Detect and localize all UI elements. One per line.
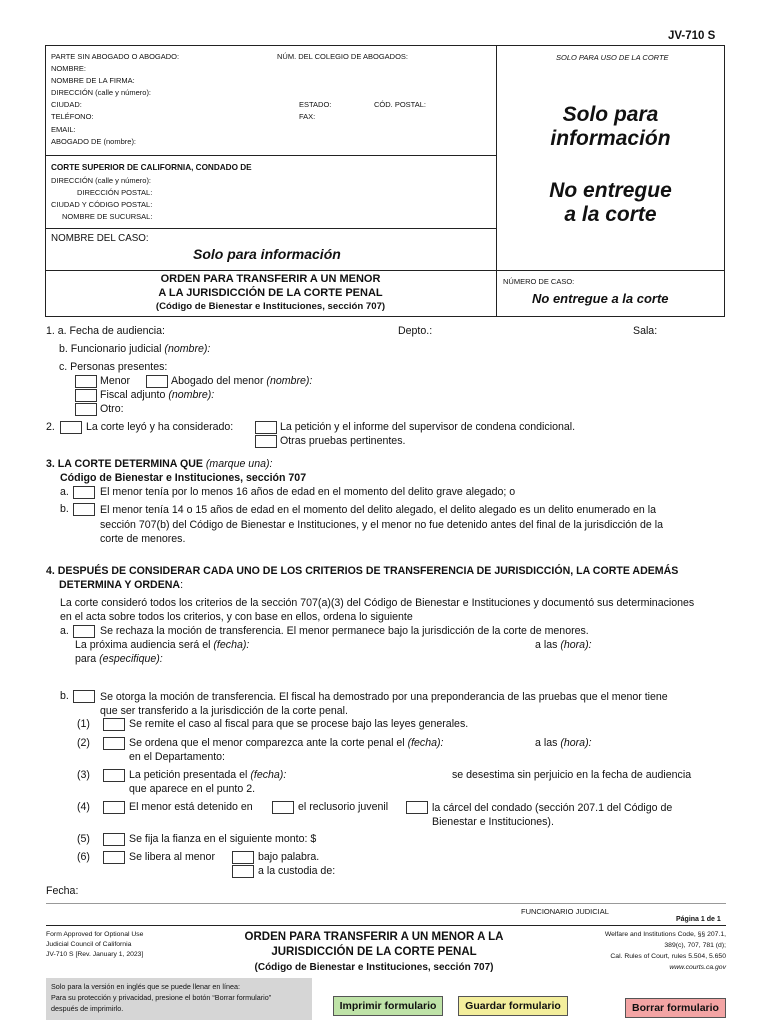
petition-report-label: La petición y el informe del supervisor de condena condicional. <box>280 421 576 433</box>
item-3b-checkbox[interactable] <box>73 503 95 516</box>
form-title: ORDEN PARA TRANSFERIR A UN MENOR A LA JURISDICCIÓN DE LA CORTE PENAL (Código de Bienestar e Instituciones, sección 707) <box>155 273 386 312</box>
next-hearing-purpose-label: para (especifique): <box>75 653 163 665</box>
item-4b4-number: (4) <box>77 801 90 813</box>
address-field[interactable]: DIRECCIÓN (calle y número): <box>51 88 152 97</box>
da-checkbox[interactable] <box>75 389 97 402</box>
item-4b2-checkbox[interactable] <box>103 737 125 750</box>
court-title: CORTE SUPERIOR DE CALIFORNIA, CONDADO DE <box>51 163 252 172</box>
juvenile-hall-label: el reclusorio juvenil <box>298 801 389 813</box>
item-3a-letter: a. <box>60 486 69 498</box>
minor-checkbox[interactable] <box>75 375 97 388</box>
item-3b-text: El menor tenía 14 o 15 años de edad en el momento del delito alegado, el delito alegado es un delito enumerado en la sección 707(b) del Código de Bienestar e Instituciones, y el menor no fue detenido antes del final de la jurisdicción de la corte de menores. <box>100 504 663 545</box>
item-4b3-dismissed: se desestima sin perjuicio en la fecha de audiencia <box>452 769 692 781</box>
other-label: Otro: <box>100 403 124 415</box>
fax-field[interactable]: FAX: <box>299 112 316 121</box>
judicial-officer-label: b. Funcionario judicial (nombre): <box>59 343 211 355</box>
city-field[interactable]: CIUDAD: <box>51 100 82 109</box>
item-3a-checkbox[interactable] <box>73 486 95 499</box>
court-address-field[interactable]: DIRECCIÓN (calle y número): <box>51 176 152 185</box>
dept-label: Depto.: <box>398 325 433 337</box>
phone-field[interactable]: TELÉFONO: <box>51 112 94 121</box>
item-4b4-checkbox[interactable] <box>103 801 125 814</box>
watermark-info: Solo para información <box>550 103 671 150</box>
case-name-value[interactable]: Solo para información <box>193 246 341 262</box>
clear-button[interactable]: Borrar formulario <box>625 998 726 1018</box>
own-recognizance-label: bajo palabra. <box>258 851 320 863</box>
email-field[interactable]: EMAIL: <box>51 125 76 134</box>
item-4a-checkbox[interactable] <box>73 625 95 638</box>
court-use-label: SOLO PARA USO DE LA CORTE <box>556 53 669 62</box>
item-4b1-checkbox[interactable] <box>103 718 125 731</box>
item-4b5-checkbox[interactable] <box>103 833 125 846</box>
hearing-date-label: 1. a. Fecha de audiencia: <box>46 325 165 337</box>
item-3a-text: El menor tenía por lo menos 16 años de edad en el momento del delito grave alegado; o <box>100 486 516 498</box>
item-4b-checkbox[interactable] <box>73 690 95 703</box>
next-hearing-time-label: a las (hora): <box>535 639 592 651</box>
other-evidence-label: Otras pruebas pertinentes. <box>280 435 406 447</box>
own-recognizance-checkbox[interactable] <box>232 851 254 864</box>
print-button[interactable]: Imprimir formulario <box>333 996 443 1016</box>
court-city-field[interactable]: CIUDAD Y CÓDIGO POSTAL: <box>51 200 153 209</box>
minor-label: Menor <box>100 375 131 387</box>
item-4b-text: Se otorga la moción de transferencia. El fiscal ha demostrado por una preponderancia de las pruebas que el menor tiene que ser transferido a la jurisdicción de la corte penal. <box>100 691 668 717</box>
item-4b4-text: El menor está detenido en <box>129 801 253 813</box>
da-label: Fiscal adjunto (nombre): <box>100 389 215 401</box>
firm-name-field[interactable]: NOMBRE DE LA FIRMA: <box>51 76 135 85</box>
form-id: JV-710 S <box>668 30 716 42</box>
item-3-title: 3. LA CORTE DETERMINA QUE (marque una): <box>46 458 273 470</box>
custody-of-label: a la custodia de: <box>258 865 336 877</box>
juvenile-hall-checkbox[interactable] <box>272 801 294 814</box>
item-4-intro: La corte consideró todos los criterios de la sección 707(a)(3) del Código de Bienestar e Instituciones y documentó sus determinaciones en el acta sobre todos los criterios, y con base en ellos, ordena lo siguiente <box>60 597 695 623</box>
online-notice: Solo para la versión en inglés que se puede llenar en línea: Para su protección y privacidad, presione el botón “Borrar formulario” después de imprimirlo. <box>46 978 312 1020</box>
judicial-officer-signature-label: FUNCIONARIO JUDICIAL <box>521 907 609 916</box>
item-4b-letter: b. <box>60 690 69 702</box>
persons-present-label: c. Personas presentes: <box>59 361 168 373</box>
item-4b6-text: Se libera al menor <box>129 851 215 863</box>
item-4b6-checkbox[interactable] <box>103 851 125 864</box>
footer-right: Welfare and Institutions Code, §§ 207.1, 389(c), 707, 781 (d); Cal. Rules of Court, rules 5.504, 5.650 www.courts.ca.gov <box>604 931 726 971</box>
item-4b3-number: (3) <box>77 769 90 781</box>
item-4b2-text: Se ordena que el menor comparezca ante la corte penal el (fecha): <box>129 737 444 749</box>
county-jail-checkbox[interactable] <box>406 801 428 814</box>
item-4b5-text: Se fija la fianza en el siguiente monto: $ <box>129 833 317 845</box>
item-4b3-text: La petición presentada el (fecha): <box>129 769 287 781</box>
state-field[interactable]: ESTADO: <box>299 100 332 109</box>
item-4b6-number: (6) <box>77 851 90 863</box>
date-label: Fecha: <box>46 885 79 897</box>
item-4b3-checkbox[interactable] <box>103 769 125 782</box>
save-button[interactable]: Guardar formulario <box>458 996 568 1016</box>
bar-number-label: NÚM. DEL COLEGIO DE ABOGADOS: <box>277 52 409 61</box>
room-label: Sala: <box>633 325 658 337</box>
custody-of-checkbox[interactable] <box>232 865 254 878</box>
court-mailing-field[interactable]: DIRECCIÓN POSTAL: <box>77 188 153 197</box>
item-4b2-time: a las (hora): <box>535 737 592 749</box>
read-considered-checkbox[interactable] <box>60 421 82 434</box>
item-4a-text: Se rechaza la moción de transferencia. El menor permanece bajo la jurisdicción de la corte de menores. <box>100 625 589 637</box>
item-4b1-text: Se remite el caso al fiscal para que se procese bajo las leyes generales. <box>129 718 469 730</box>
page-number: Página 1 de 1 <box>676 916 721 923</box>
item-3-subtitle: Código de Bienestar e Instituciones, sección 707 <box>60 472 307 484</box>
case-number-value[interactable]: No entregue a la corte <box>532 291 669 306</box>
other-checkbox[interactable] <box>75 403 97 416</box>
footer-title: ORDEN PARA TRANSFERIR A UN MENOR A LA JURISDICCIÓN DE LA CORTE PENAL (Código de Bienestar e Instituciones, sección 707) <box>244 931 504 973</box>
minor-attorney-label: Abogado del menor (nombre): <box>171 375 313 387</box>
item-4b2-number: (2) <box>77 737 90 749</box>
watermark-do-not-file: No entregue a la corte <box>549 179 672 226</box>
minor-attorney-checkbox[interactable] <box>146 375 168 388</box>
item-4b1-number: (1) <box>77 718 90 730</box>
case-name-label: NOMBRE DEL CASO: <box>51 233 149 244</box>
read-considered-label: La corte leyó y ha considerado: <box>86 421 234 433</box>
footer-left: Form Approved for Optional Use Judicial Council of California JV-710 S [Rev. January 1, 2023] <box>46 931 144 958</box>
item-4b5-number: (5) <box>77 833 90 845</box>
other-evidence-checkbox[interactable] <box>255 435 277 448</box>
item-2-number: 2. <box>46 421 55 433</box>
name-field[interactable]: NOMBRE: <box>51 64 87 73</box>
petition-report-checkbox[interactable] <box>255 421 277 434</box>
attorney-for-field[interactable]: ABOGADO DE (nombre): <box>51 137 137 146</box>
county-jail-label: la cárcel del condado (sección 207.1 del Código de Bienestar e Instituciones). <box>432 802 673 828</box>
case-number-label: NÚMERO DE CASO: <box>503 277 575 286</box>
item-4-title: 4. DESPUÉS DE CONSIDERAR CADA UNO DE LOS CRITERIOS DE TRANSFERENCIA DE JURISDICCIÓN, LA CORTE ADEMÁS DETERMINA Y ORDENA: <box>46 565 679 591</box>
item-3b-letter: b. <box>60 503 69 515</box>
court-branch-field[interactable]: NOMBRE DE SUCURSAL: <box>62 212 153 221</box>
item-4b2-dept: en el Departamento: <box>129 751 225 763</box>
attorney-label: PARTE SIN ABOGADO O ABOGADO: <box>51 52 180 61</box>
item-4b3-text-2: que aparece en el punto 2. <box>129 783 256 795</box>
item-4a-letter: a. <box>60 625 69 637</box>
next-hearing-label: La próxima audiencia será el (fecha): <box>75 639 250 651</box>
zip-field[interactable]: CÓD. POSTAL: <box>374 100 426 109</box>
